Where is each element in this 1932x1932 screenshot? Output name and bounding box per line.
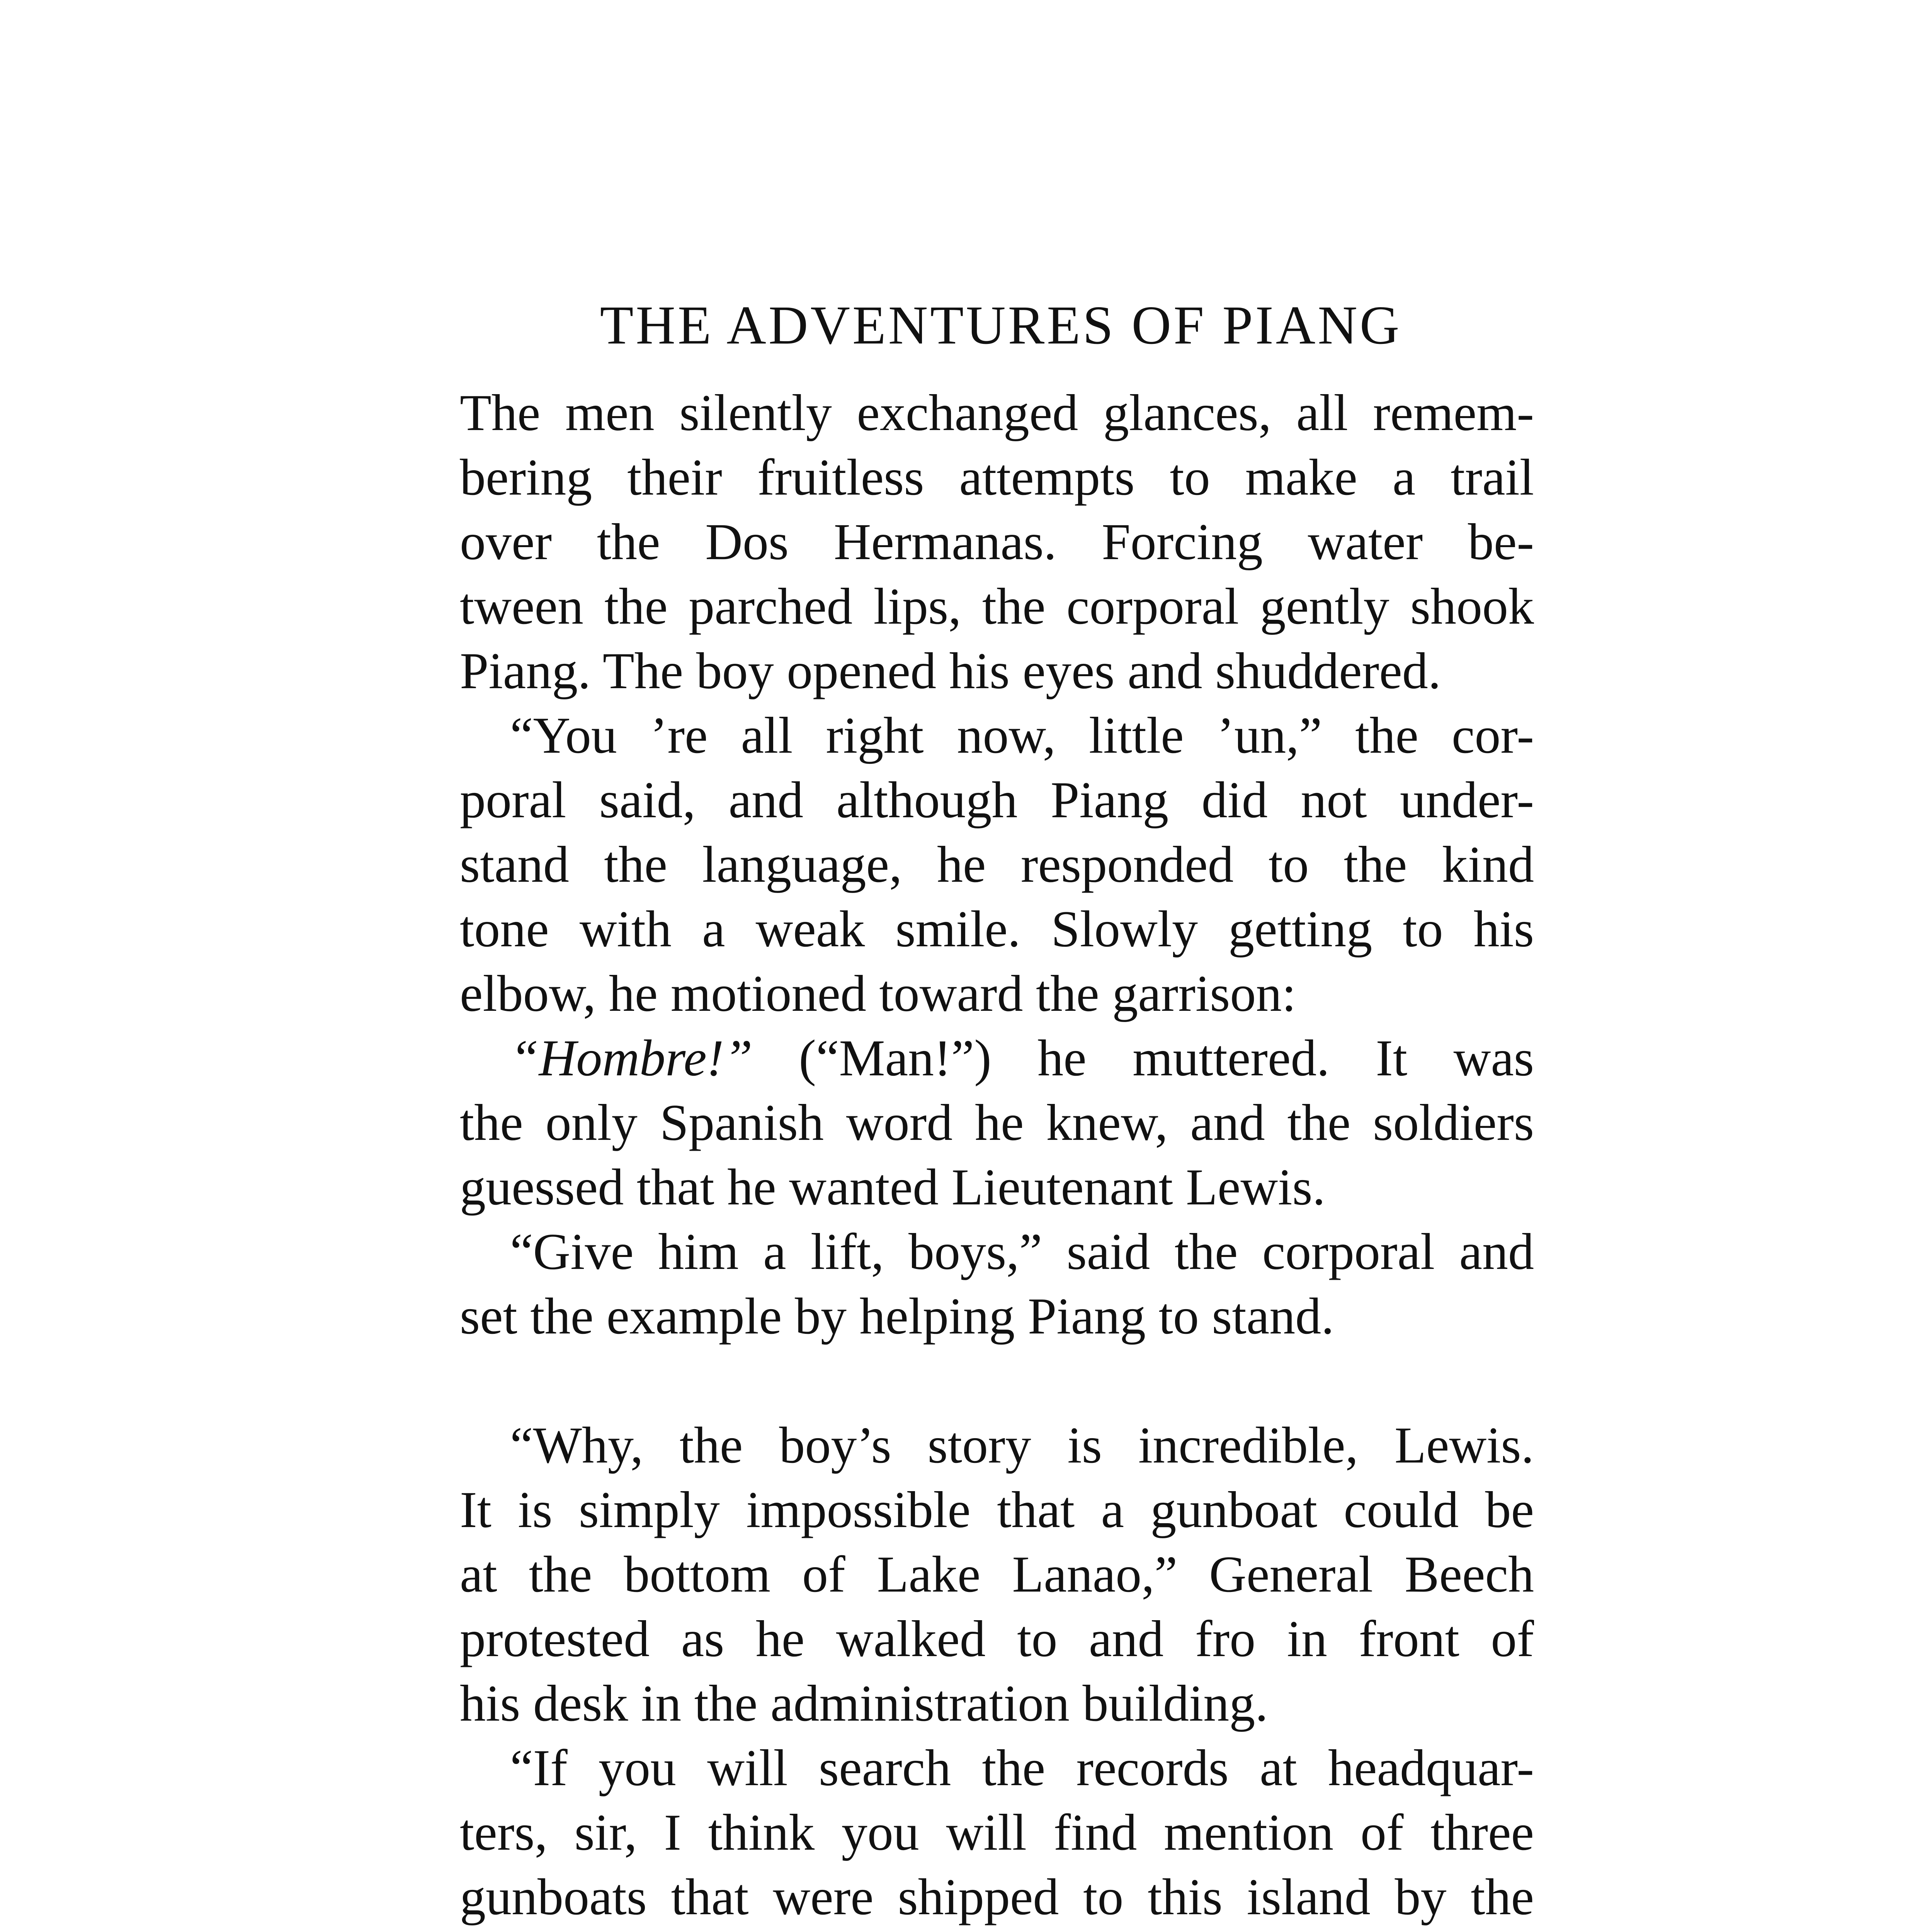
text-line: over the Dos Hermanas. Forcing water be- [460,513,1534,570]
text-line: protested as he walked to and fro in front of [460,1610,1534,1667]
running-head: THE ADVENTURES OF PIANG [600,294,1402,355]
text-line: poral said, and although Piang did not under- [460,771,1534,828]
paragraph-5 [460,1413,1534,1736]
text-line: “Give him a lift, boys,” said the corporal and [510,1223,1534,1280]
text-line: “If you will search the records at headquar- [510,1739,1534,1796]
text-line: ters, sir, I think you will find mention of three [460,1804,1534,1861]
text-line: It is simply impossible that a gunboat could be [460,1481,1534,1538]
text-line: set the example by helping Piang to stand. [460,1287,1334,1345]
text-line: stand the language, he responded to the kind [460,836,1534,893]
text-line: “Why, the boy’s story is incredible, Lewis. [510,1417,1534,1474]
text-line: at the bottom of Lake Lanao,” General Beech [460,1546,1534,1603]
text-line: the only Spanish word he knew, and the soldiers [460,1094,1534,1151]
body-text [460,381,1534,1929]
paragraph-6 [460,1736,1534,1929]
paragraph-3 [460,1026,1534,1219]
text-line: guessed that he wanted Lieutenant Lewis. [460,1158,1326,1216]
text-line: bering their fruitless attempts to make a trail [460,449,1534,506]
text-line: Piang. The boy opened his eyes and shuddered. [460,642,1441,699]
paragraph-4 [460,1219,1534,1349]
italic-word: “Hombre!” [510,1029,753,1087]
paragraph-1 [460,381,1534,703]
text-line: The men silently exchanged glances, all remem- [460,384,1534,441]
text-line: “You ’re all right now, little ’un,” the cor- [510,707,1534,764]
text-line: elbow, he motioned toward the garrison: [460,965,1296,1022]
text-line: tween the parched lips, the corporal gently shook [460,578,1534,635]
text-span: (“Man!”) he muttered. It was [752,1029,1534,1087]
text-line: gunboats that were shipped to this island by the [460,1868,1534,1925]
paragraph-2 [460,703,1534,1026]
section-break [460,1349,1534,1413]
text-line: his desk in the administration building. [460,1675,1268,1732]
text-line: tone with a weak smile. Slowly getting to his [460,900,1534,957]
text-line [460,1026,1534,1090]
